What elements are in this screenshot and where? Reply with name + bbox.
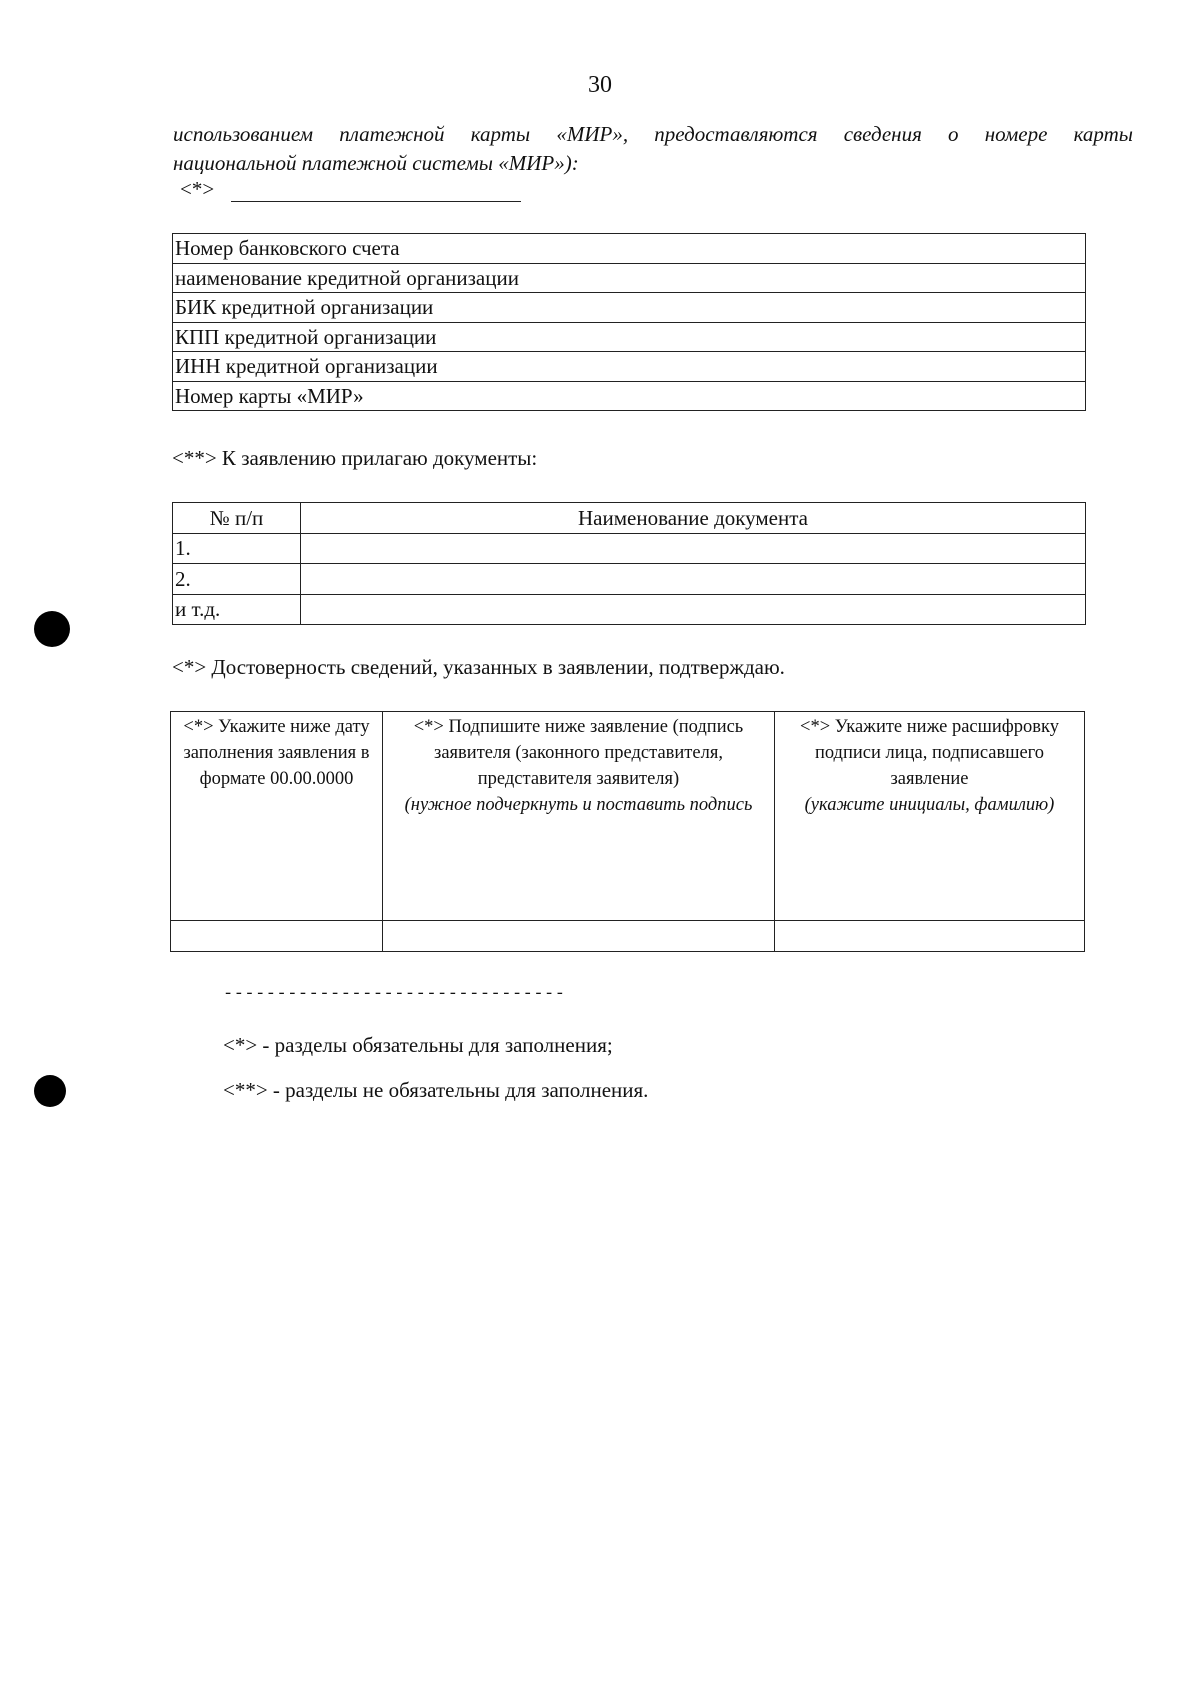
intro-paragraph (173, 120, 1133, 178)
name-instruction: <*> Укажите ниже расшифровку подписи лица, подписавшего заявление (800, 717, 1059, 789)
column-header-document-name: Наименование документа (301, 503, 1086, 534)
bank-details-label[interactable]: ИНН кредитной организации (173, 352, 1086, 382)
bank-details-row (173, 234, 1086, 264)
name-field[interactable] (775, 921, 1085, 952)
name-instruction-cell (775, 712, 1085, 921)
date-instruction: <*> Укажите ниже дату заполнения заявления в формате 00.00.0000 (183, 717, 370, 789)
card-number-line (180, 177, 521, 202)
signature-table (170, 711, 1085, 952)
signature-fill-row (171, 921, 1085, 952)
confirmation-statement: <*> Достоверность сведений, указанных в заявлении, подтверждаю. (172, 655, 785, 679)
attachment-row (173, 533, 1086, 564)
footnote-required: <*> - разделы обязательны для заполнения; (223, 1033, 613, 1057)
bank-details-row (173, 293, 1086, 323)
signature-instruction-cell (383, 712, 775, 921)
signature-header-row (171, 712, 1085, 921)
attachment-name-field[interactable] (301, 594, 1086, 625)
attachments-heading: <**> К заявлению прилагаю документы: (172, 446, 538, 470)
attachment-number: 2. (173, 564, 301, 595)
binder-hole-mark (34, 1075, 66, 1107)
footnote-separator: -------------------------------- (223, 985, 566, 1004)
signature-instruction-note: (нужное подчеркнуть и поставить подпись (404, 795, 753, 815)
bank-details-label[interactable]: Номер банковского счета (173, 234, 1086, 264)
intro-line-2: национальной платежной системы «МИР»): (173, 151, 579, 175)
required-marker: <*> (180, 177, 215, 201)
column-header-number: № п/п (173, 503, 301, 534)
attachments-table (172, 502, 1086, 625)
attachments-header-row (173, 503, 1086, 534)
binder-hole-mark (34, 611, 70, 647)
bank-details-label[interactable]: наименование кредитной организации (173, 263, 1086, 293)
name-instruction-note: (укажите инициалы, фамилию) (804, 795, 1055, 815)
bank-details-row (173, 322, 1086, 352)
attachment-number: и т.д. (173, 594, 301, 625)
bank-details-label[interactable]: КПП кредитной организации (173, 322, 1086, 352)
signature-instruction: <*> Подпишите ниже заявление (подпись заявителя (законного представителя, представителя заявителя) (413, 717, 744, 789)
footnote-optional: <**> - разделы не обязательны для заполнения. (223, 1078, 649, 1102)
card-number-blank[interactable] (231, 179, 521, 202)
attachment-number: 1. (173, 533, 301, 564)
page-number: 30 (588, 72, 612, 98)
attachment-row (173, 564, 1086, 595)
attachment-name-field[interactable] (301, 564, 1086, 595)
signature-field[interactable] (383, 921, 775, 952)
bank-details-label[interactable]: БИК кредитной организации (173, 293, 1086, 323)
bank-details-table (172, 233, 1086, 411)
attachment-row (173, 594, 1086, 625)
bank-details-row (173, 263, 1086, 293)
intro-line-1: использованием платежной карты «МИР», предоставляются сведения о номере карты (173, 122, 1133, 146)
bank-details-row (173, 381, 1086, 411)
date-instruction-cell (171, 712, 383, 921)
bank-details-label[interactable]: Номер карты «МИР» (173, 381, 1086, 411)
date-field[interactable] (171, 921, 383, 952)
bank-details-row (173, 352, 1086, 382)
attachment-name-field[interactable] (301, 533, 1086, 564)
